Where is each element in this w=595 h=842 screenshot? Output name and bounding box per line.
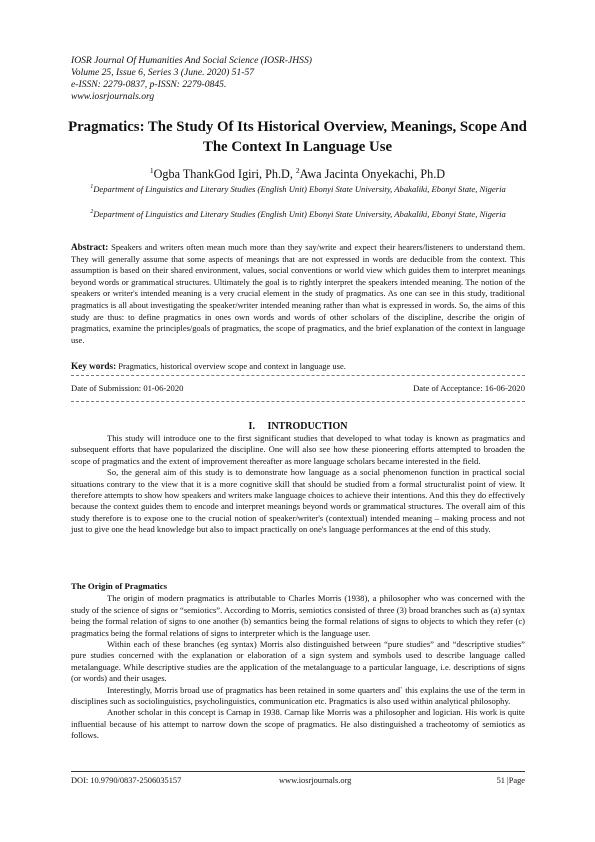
affiliation-2-mark: 2: [90, 209, 94, 215]
journal-header: [71, 55, 521, 103]
abstract-label: Abstract:: [71, 242, 109, 252]
affiliation-1-text: Department of Linguistics and Literary Studies (English Unit) Ebonyi State University, Abakaliki, Ebonyi State, Nigeria: [93, 183, 506, 194]
keywords: [71, 361, 525, 373]
footer-website[interactable]: www.iosrjournals.org: [279, 776, 352, 785]
origin-section: [71, 581, 525, 742]
affiliation-1-mark: 1: [90, 184, 94, 190]
submission-date: Date of Submission: 01-06-2020: [71, 383, 184, 393]
journal-website[interactable]: www.iosrjournals.org: [71, 91, 155, 102]
affiliation-2: [71, 207, 525, 220]
divider-bottom: [71, 401, 525, 402]
journal-name: IOSR Journal Of Humanities And Social Science (IOSR-JHSS): [71, 55, 312, 66]
author-1-name: Ogba ThankGod Igiri, Ph.D,: [153, 167, 296, 182]
author-list: [60, 163, 535, 182]
affiliation-2-text: Department of Linguistics and Literary Studies (English Unit) Ebonyi State University, Abakaliki, Ebonyi State, Nigeria: [93, 208, 506, 219]
introduction-body: [71, 433, 525, 536]
intro-paragraph-2: So, the general aim of this study is to demonstrate how language as a social phenomenon function in practical social situations contrary to the view that it is a more cognitive skill that should be studied from a formal structuralist point of view. It therefore attempts to show how speakers and writers make language choices to achieve their intentions. And this they do effectively because the context guides them to encode and interpret meanings beyond words or grammatical structures. The overall aim of this study therefore is to expose one to the crucial notion of speaker/writer's (contextual) intended meaning – making process and not just to give one the head knowledge but also to impact practically on one's language performances at the end of this study.: [71, 467, 525, 535]
paper-title: Pragmatics: The Study Of Its Historical Overview, Meanings, Scope And The Context In Language Use: [68, 119, 527, 155]
journal-issn: e-ISSN: 2279-0837, p-ISSN: 2279-0845.: [71, 79, 227, 90]
section-heading-introduction: I. INTRODUCTION: [248, 421, 348, 432]
origin-paragraph-2: Within each of these branches (eg syntax) Morris also distinguished between “pure studies” and “descriptive studies” pure studies concerned with the explanation or elaboration of a sign system and symbols used to describe language called metalanguage. While descriptive studies are the application of the metalanguage to a particular language, i.e. descriptions of signs (or words) and their usages.: [71, 639, 525, 684]
origin-paragraph-4: Another scholar in this concept is Carnap in 1938. Carnap like Morris was a philosopher and logician. His work is quite influential because of his attempt to narrow down the scope of pragmatics. He also distinguished a tracheotomy of semiotics as follows.: [71, 707, 525, 741]
affiliation-1: [71, 182, 525, 195]
origin-heading: The Origin of Pragmatics: [71, 581, 168, 591]
journal-volume: Volume 25, Issue 6, Series 3 (June. 2020) 51-57: [71, 67, 255, 78]
abstract: [71, 242, 525, 346]
author-2-name: Awa Jacinta Onyekachi, Ph.D: [299, 167, 446, 182]
abstract-text: Speakers and writers often mean much more than they say/write and expect their hearers/listeners to understand them. They will generally assume that some aspects of meanings that are not expressed in words are deducible from the context. This assumption is based on their shared environment, values, social conventions or world view which guides them to interpret meanings beyond words or grammatical structures. Ultimately the goal is to rightly interpret the speakers intended meaning. The notion of the speakers or writer's intended meaning is a very crucial element in the study of pragmatics. As one can see in this study, traditional pragmatics is all about investigating the speaker/writer intended meaning rather than what is expressed in words. So, the aims of this study are thus: to define pragmatics in ones own words and words of other scholars of the discipline, describe the origin of pragmatics, examine the principles/goals of pragmatics, the scope of pragmatics, and the brief explanation of the context in language use.: [71, 242, 525, 345]
author-1-mark: 1: [149, 166, 154, 175]
intro-paragraph-1: This study will introduce one to the first significant studies that developed to what today is known as pragmatics and subsequent efforts that have popularized the discipline. One will also see how these pioneering efforts attempted to broaden the scope of pragmatics and the extent of improvement thereafter as more language scholars became interested in the field.: [71, 433, 525, 466]
author-2-mark: 2: [295, 166, 300, 175]
origin-paragraph-1: The origin of modern pragmatics is attributable to Charles Morris (1938), a philosopher who was concerned with the study of the science of signs or “semiotics”. According to Morris, semiotics consisted of three (3) broad branches such as (a) syntax being the formal relation of signs to one another (b) semantics being the formal relations of signs to objects to which they refer (c) pragmatics being the formal relations of signs to interpreter which is the language user.: [71, 593, 525, 638]
origin-paragraph-3: Interestingly, Morris broad use of pragmatics has been retained in some quarters and` this explains the use of the term in disciplines such as sociolinguistics, psycholinguistics, communication etc. Pragmatics is also used within analytical philosophy.: [71, 684, 525, 707]
divider-top: [71, 375, 525, 376]
acceptance-date: Date of Acceptance: 16-06-2020: [413, 383, 525, 393]
keywords-text: Pragmatics, historical overview scope and context in language use.: [116, 361, 346, 371]
footer-doi: DOI: 10.9790/0837-2506035157: [71, 776, 182, 785]
keywords-label: Key words:: [71, 361, 117, 371]
footer-page-number: 51 |Page: [496, 776, 525, 785]
footer-rule: [71, 771, 525, 772]
